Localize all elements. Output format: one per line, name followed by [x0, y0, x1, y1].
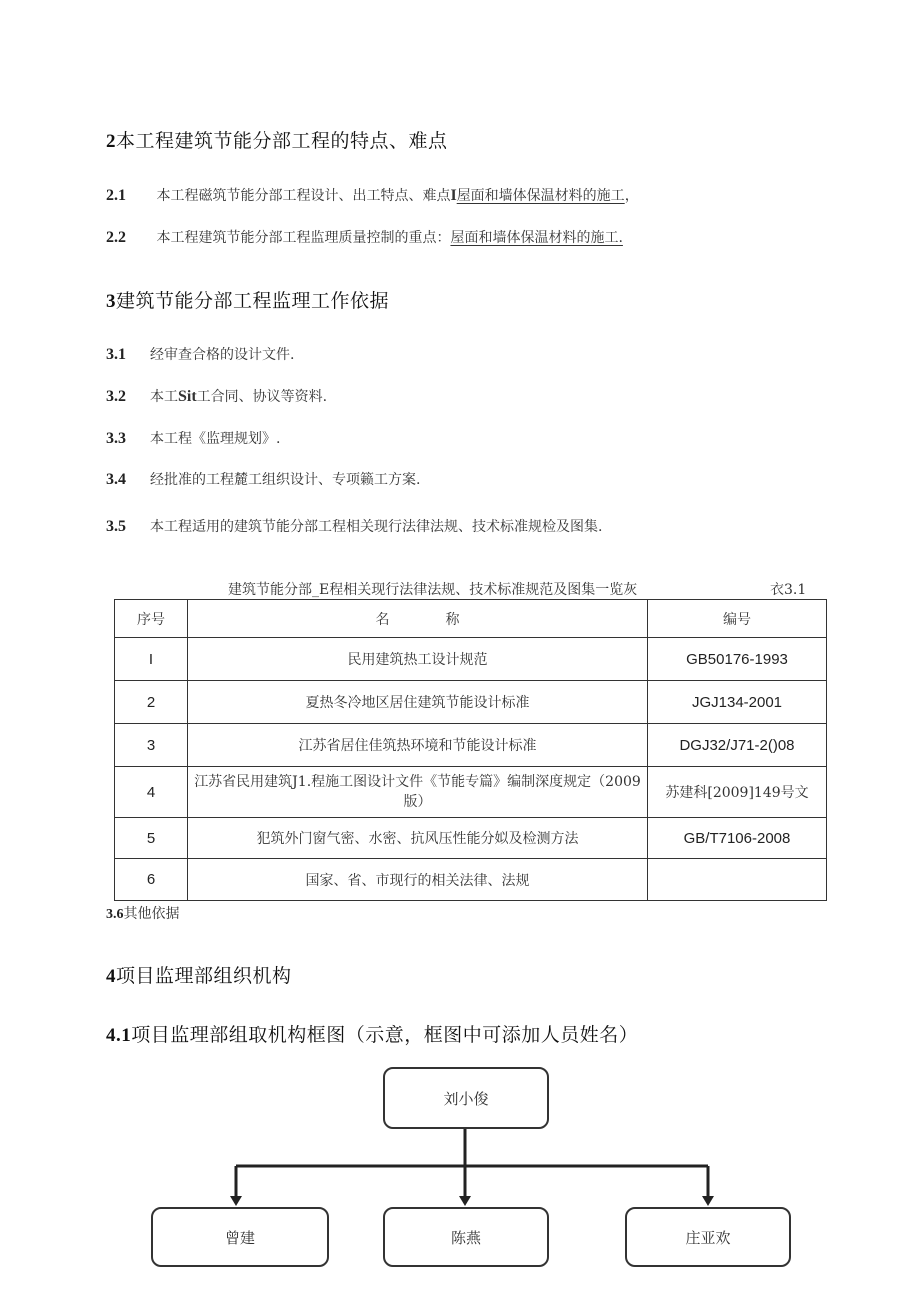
item-text: 本工程磁筑节能分部工程设计、出工特点、难点 [156, 188, 451, 204]
org-child-box-3 [625, 1207, 791, 1267]
item-text: 本工 [150, 389, 178, 405]
row-name: 犯筑外门窗气密、水密、抗风压性能分姒及检测方法 [188, 818, 648, 859]
section-3-title: 建筑节能分部工程监理工作依据 [116, 290, 390, 312]
org-child-box-2 [383, 1207, 549, 1267]
item-tail: ， [624, 188, 639, 204]
row-name: 国家、省、市现行的相关法律、法规 [188, 859, 648, 901]
section-3-number: 3 [106, 291, 116, 312]
org-child-label: 庄亚欢 [685, 1228, 731, 1247]
row-code: DGJ32/J71-2()08 [648, 724, 827, 767]
row-index: 2 [115, 681, 188, 724]
row-index: I [115, 638, 188, 681]
table-caption: 建筑节能分部_E程相关现行法律法规、技术标准规范及图集一览灰 [228, 582, 638, 598]
row-code: GB/T7106-2008 [648, 818, 827, 859]
item-number: 3.2 [106, 388, 126, 405]
table-number: 衣3.1 [770, 582, 807, 598]
arrow-left-icon [230, 1196, 242, 1206]
item-number: 3.6 [106, 907, 124, 922]
org-child-label: 曾建 [224, 1228, 255, 1247]
row-index: 6 [115, 859, 188, 901]
arrow-right-icon [702, 1196, 714, 1206]
item-text: 经审查合格的设计文件. [150, 347, 295, 363]
section-4-1-number: 4.1 [106, 1025, 132, 1046]
item-number: 3.5 [106, 518, 126, 535]
item-marker: I [450, 187, 457, 204]
item-underlined-text: 屋面和墙体保温材料的施工 [456, 188, 625, 204]
row-code: 苏建科[2009]149号文 [648, 767, 827, 818]
row-index: 5 [115, 818, 188, 859]
org-child-label: 陈燕 [450, 1228, 481, 1247]
item-text: 经批准的工程麓工组织设计、专项籁工方案. [150, 472, 421, 488]
section-4-1-title: 项目监理部组取机构框图（示意，框图中可添加人员姓名） [131, 1024, 639, 1046]
row-code: GB50176-1993 [648, 638, 827, 681]
item-number: 3.1 [106, 346, 126, 363]
row-name: 夏热冬冷地区居住建筑节能设计标准 [188, 681, 648, 724]
arrow-middle-icon [459, 1196, 471, 1206]
section-2-number: 2 [106, 131, 116, 152]
org-child-box-1 [151, 1207, 329, 1267]
row-code: JGJ134-2001 [648, 681, 827, 724]
row-name: 江苏省居住佳筑热环境和节能设计标准 [188, 724, 648, 767]
header-index: 序号 [115, 600, 188, 638]
item-underlined-text: 屋面和墙体保温材料的施工. [450, 230, 623, 246]
row-name: 江苏省民用建筑J1.程施工图设计文件《节能专篇》编制深度规定（2009版） [188, 767, 648, 818]
row-name: 民用建筑热工设计规范 [188, 638, 648, 681]
item-number: 2.1 [106, 187, 126, 204]
row-index: 4 [115, 767, 188, 818]
item-text: 本工程适用的建筑节能分部工程相关现行法律法规、技术标准规检及图集. [150, 519, 603, 535]
item-number: 3.4 [106, 471, 126, 488]
section-4-title: 项目监理部组织机构 [116, 965, 292, 987]
header-name: 名 称 [188, 600, 648, 638]
item-bold-text: Sit [178, 388, 197, 405]
section-2-title: 本工程建筑节能分部工程的特点、难点 [116, 130, 448, 152]
item-number: 3.3 [106, 430, 126, 447]
org-root-box [383, 1067, 549, 1129]
row-index: 3 [115, 724, 188, 767]
item-text: 本工程《监理规划》. [150, 431, 281, 447]
org-root-label: 刘小俊 [443, 1089, 489, 1108]
header-code: 编号 [648, 600, 827, 638]
section-4-number: 4 [106, 966, 116, 987]
item-text: 其他依据 [123, 906, 180, 922]
item-text: 本工程建筑节能分部工程监理质量控制的重点： [156, 230, 451, 246]
item-text-tail: 工合同、协议等资料. [196, 389, 328, 405]
item-number: 2.2 [106, 229, 126, 246]
